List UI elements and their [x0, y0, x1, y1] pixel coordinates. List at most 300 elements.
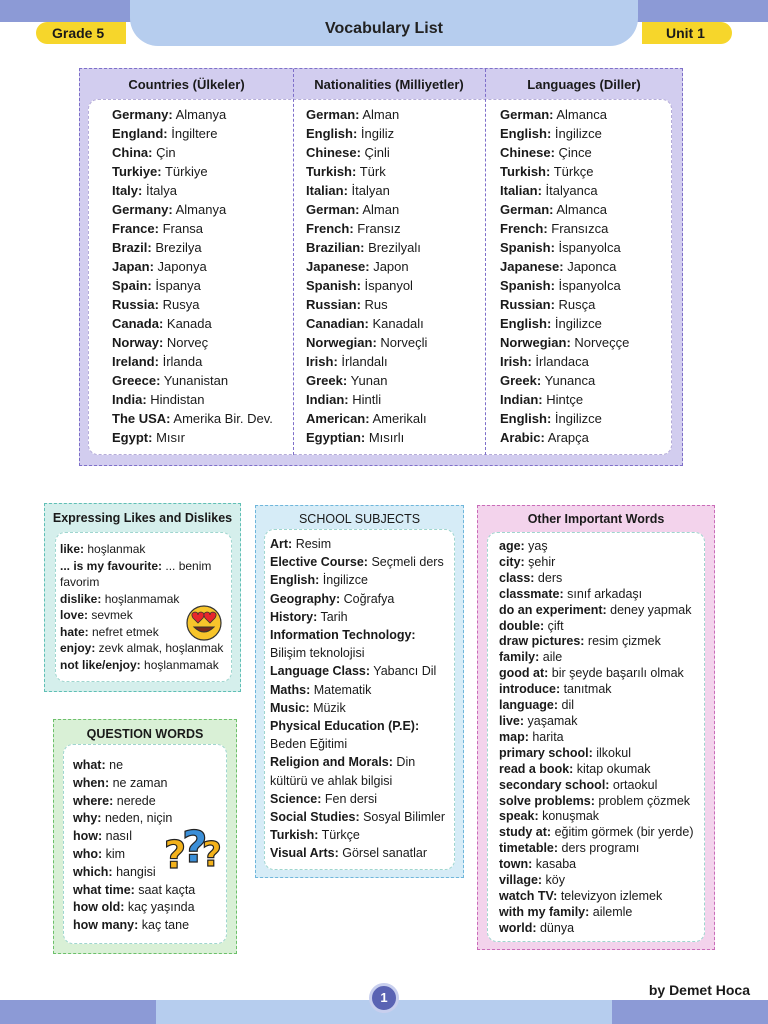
vocab-meaning: Yunanistan — [160, 373, 229, 388]
vocab-entry — [270, 590, 445, 608]
vocab-term: Italian: — [306, 183, 348, 198]
vocab-entry — [500, 314, 629, 333]
svg-text:?: ? — [202, 835, 222, 874]
likes-dislikes-box — [44, 503, 241, 692]
vocab-term: Ireland: — [112, 354, 159, 369]
vocab-term: Physical Education (P.E): — [270, 719, 420, 734]
footer-strip-left — [0, 1000, 156, 1024]
vocab-entry — [270, 753, 445, 771]
vocab-entry — [500, 200, 629, 219]
vocab-entry — [306, 162, 427, 181]
vocab-meaning: Çin — [152, 145, 176, 160]
vocab-term: Turkish: — [306, 164, 357, 179]
vocab-term: Turkish: — [270, 828, 319, 843]
vocab-meaning: Türkiye — [161, 164, 208, 179]
vocab-meaning: İtalyanca — [541, 183, 598, 198]
vocab-entry — [499, 539, 694, 555]
vocab-term: Greece: — [112, 373, 161, 388]
vocab-meaning: Norveç — [163, 335, 209, 350]
vocab-meaning: problem çözmek — [594, 793, 691, 808]
vocab-meaning: Yunan — [347, 373, 388, 388]
vocab-meaning: Brezilya — [151, 240, 202, 255]
vocab-entry — [112, 181, 273, 200]
vocab-term: The USA: — [112, 411, 171, 426]
vocab-meaning: hoşlanmamak — [140, 657, 219, 672]
vocab-entry — [112, 143, 273, 162]
vocab-meaning: Amerika Bir. Dev. — [170, 411, 273, 426]
vocab-entry — [60, 657, 223, 674]
vocab-entry — [60, 541, 223, 558]
vocab-meaning: Fransa — [158, 221, 204, 236]
vocab-meaning: Çince — [554, 145, 592, 160]
vocab-term: French: — [500, 221, 548, 236]
vocab-term: language: — [499, 698, 559, 713]
vocab-entry — [270, 571, 445, 589]
vocab-meaning: kültürü ve ahlak bilgisi — [270, 773, 393, 788]
vocab-term: France: — [112, 221, 159, 236]
vocab-entry — [306, 124, 427, 143]
vocab-term: city: — [499, 554, 525, 569]
vocab-meaning: Japonya — [153, 259, 207, 274]
vocab-entry — [500, 219, 629, 238]
vocab-meaning: Mısırlı — [365, 430, 405, 445]
vocab-term: Art: — [270, 537, 293, 551]
vocab-entry — [500, 276, 629, 295]
vocab-meaning: nerede — [113, 793, 156, 808]
vocab-term: English: — [306, 126, 358, 141]
vocab-entry — [499, 873, 694, 889]
vocab-meaning: Görsel sanatlar — [338, 846, 428, 861]
vocab-meaning: ders programı — [558, 841, 640, 856]
vocab-term: Greek: — [500, 373, 542, 388]
vocab-term: American: — [306, 411, 370, 426]
vocab-entry — [60, 574, 223, 591]
vocab-entry — [500, 371, 629, 390]
vocab-entry — [306, 219, 427, 238]
vocab-meaning: hoşlanmamak — [101, 591, 180, 606]
vocab-entry — [306, 314, 427, 333]
vocab-meaning: tanıtmak — [560, 682, 612, 697]
vocab-term: English: — [500, 316, 552, 331]
vocab-entry — [306, 371, 427, 390]
vocab-term: Japan: — [112, 259, 154, 274]
vocab-meaning: Yunanca — [541, 373, 596, 388]
vocab-entry — [270, 699, 445, 717]
vocab-term: Social Studies: — [270, 810, 360, 825]
vocab-term: enjoy: — [60, 641, 96, 655]
vocab-term: Egypt: — [112, 430, 153, 445]
vocab-entry — [306, 409, 427, 428]
vocab-meaning: Bilişim teknolojisi — [270, 646, 365, 661]
vocab-term: English: — [270, 573, 320, 588]
header-strip-right — [628, 0, 768, 22]
vocab-entry — [112, 105, 273, 124]
vocab-term: Norwegian: — [306, 335, 377, 350]
vocab-entry — [270, 662, 445, 680]
vocab-term: class: — [499, 570, 535, 585]
vocab-entry — [499, 587, 694, 603]
column-divider — [293, 69, 294, 455]
vocab-entry — [270, 735, 445, 753]
vocab-entry — [499, 794, 694, 810]
vocab-meaning: ilkokul — [592, 745, 631, 760]
vocab-entry — [499, 619, 694, 635]
vocab-term: timetable: — [499, 841, 559, 856]
vocab-entry — [499, 746, 694, 762]
vocab-term: hate: — [60, 624, 89, 639]
vocab-meaning: hoşlanmak — [84, 542, 146, 556]
vocab-term: live: — [499, 713, 525, 728]
vocab-term: Chinese: — [306, 145, 361, 160]
vocab-meaning: Türk — [356, 164, 386, 179]
vocab-entry — [499, 809, 694, 825]
vocab-term: Norwegian: — [500, 335, 571, 350]
vocab-entry — [499, 730, 694, 746]
vocab-meaning: İrlandalı — [337, 354, 388, 369]
vocab-meaning: Almanca — [553, 107, 607, 122]
vocab-meaning: deney yapmak — [606, 602, 692, 617]
vocab-meaning: Çinli — [360, 145, 390, 160]
nationalities-list — [306, 105, 427, 447]
vocab-meaning: saat kaçta — [134, 882, 196, 897]
vocab-entry — [306, 143, 427, 162]
vocab-meaning: İngilizce — [319, 573, 368, 588]
vocab-entry — [306, 295, 427, 314]
vocab-term: Geography: — [270, 591, 341, 606]
vocab-entry — [270, 553, 445, 571]
vocab-meaning: dil — [558, 698, 575, 713]
vocab-entry — [73, 882, 195, 900]
vocab-entry — [500, 257, 629, 276]
vocab-term: Brazilian: — [306, 240, 365, 255]
vocab-term: Chinese: — [500, 145, 555, 160]
vocab-entry — [499, 825, 694, 841]
vocabulary-table — [79, 68, 683, 466]
vocab-term: Russia: — [112, 297, 159, 312]
vocab-term: China: — [112, 145, 153, 160]
vocab-term: not like/enjoy: — [60, 657, 141, 672]
vocab-term: introduce: — [499, 682, 561, 697]
vocab-term: Information Technology: — [270, 628, 416, 643]
vocab-entry — [499, 634, 694, 650]
vocab-meaning: Almanca — [553, 202, 607, 217]
vocab-entry — [112, 428, 273, 447]
vocab-term: when: — [73, 775, 110, 790]
vocab-meaning: Almanya — [172, 202, 227, 217]
vocab-entry — [270, 772, 445, 790]
vocab-entry — [500, 143, 629, 162]
vocab-term: Elective Course: — [270, 555, 368, 570]
vocab-term: Spanish: — [500, 240, 555, 255]
vocab-entry — [112, 314, 273, 333]
vocab-meaning: İspanyol — [360, 278, 413, 293]
author-credit: by Demet Hoca — [648, 982, 750, 998]
vocab-meaning: İtalyan — [347, 183, 390, 198]
vocab-meaning: dünya — [536, 920, 575, 935]
vocab-entry — [306, 276, 427, 295]
vocab-term: German: — [500, 107, 554, 122]
vocab-entry — [73, 775, 195, 793]
other-words-box — [477, 505, 715, 950]
vocab-term: what time: — [73, 882, 135, 897]
vocab-term: Norway: — [112, 335, 164, 350]
vocab-meaning: köy — [542, 873, 566, 888]
vocab-entry — [112, 371, 273, 390]
vocab-entry — [306, 181, 427, 200]
vocab-term: who: — [73, 846, 103, 861]
vocab-term: classmate: — [499, 586, 564, 601]
vocab-entry — [499, 762, 694, 778]
vocab-meaning: Fen dersi — [321, 791, 378, 806]
vocab-entry — [73, 917, 195, 935]
vocab-entry — [499, 905, 694, 921]
vocab-entry — [112, 238, 273, 257]
vocab-term: Turkiye: — [112, 164, 162, 179]
vocab-entry — [306, 390, 427, 409]
vocab-term: Language Class: — [270, 664, 371, 679]
vocab-meaning: İngiliz — [357, 126, 395, 141]
vocab-term: love: — [60, 608, 89, 622]
vocab-entry — [499, 682, 694, 698]
header-strip-left — [0, 0, 140, 22]
vocab-term: German: — [306, 202, 360, 217]
vocab-meaning: şehir — [524, 554, 556, 569]
vocab-meaning: Tarih — [317, 609, 348, 624]
vocab-entry — [306, 428, 427, 447]
vocab-meaning: kaç tane — [138, 918, 190, 933]
vocab-entry — [73, 899, 195, 917]
vocab-meaning: Yabancı Dil — [370, 664, 437, 679]
vocab-term: where: — [73, 793, 114, 808]
vocab-term: why: — [73, 811, 102, 826]
vocab-term: Visual Arts: — [270, 846, 339, 861]
vocab-entry — [306, 200, 427, 219]
vocab-term: Turkish: — [500, 164, 551, 179]
vocab-entry — [500, 162, 629, 181]
vocab-term: History: — [270, 609, 318, 624]
vocab-meaning: harita — [528, 729, 564, 744]
vocab-entry — [500, 295, 629, 314]
vocab-meaning: aile — [539, 650, 563, 665]
vocab-meaning: Türkçe — [318, 828, 360, 843]
countries-list — [112, 105, 273, 447]
vocab-meaning: nefret etmek — [88, 624, 159, 639]
vocab-term: Brazil: — [112, 240, 152, 255]
vocab-meaning: Brezilyalı — [364, 240, 421, 255]
vocab-meaning: İtalya — [142, 183, 178, 198]
vocab-entry — [499, 603, 694, 619]
vocab-term: Indian: — [306, 392, 349, 407]
vocab-meaning: Mısır — [152, 430, 185, 445]
school-subjects-title: SCHOOL SUBJECTS — [298, 512, 421, 526]
vocab-meaning: ne zaman — [109, 775, 168, 790]
vocab-term: village: — [499, 873, 543, 888]
vocab-meaning: Din — [392, 755, 416, 770]
vocab-term: Russian: — [500, 297, 555, 312]
vocab-meaning: Matematik — [310, 682, 372, 697]
vocab-meaning: Rus — [360, 297, 388, 312]
nationalities-header: Nationalities (Milliyetler) — [314, 77, 464, 92]
footer-strip-right — [612, 1000, 768, 1024]
vocab-term: French: — [306, 221, 354, 236]
vocab-meaning: İrlandaca — [531, 354, 589, 369]
vocab-meaning: Rusça — [554, 297, 596, 312]
vocab-term: Music: — [270, 700, 310, 715]
vocab-entry — [270, 626, 445, 644]
question-marks-icon — [164, 826, 222, 874]
vocab-term: Germany: — [112, 107, 173, 122]
vocab-meaning: kim — [102, 846, 126, 861]
page-number: 1 — [369, 983, 399, 1013]
vocab-entry — [499, 857, 694, 873]
vocab-term: German: — [306, 107, 360, 122]
vocab-entry — [112, 276, 273, 295]
vocab-term: England: — [112, 126, 168, 141]
vocab-meaning: ders — [534, 570, 563, 585]
vocab-meaning: zevk almak, hoşlanmak — [95, 641, 224, 655]
vocab-entry — [270, 717, 445, 735]
vocab-entry — [500, 124, 629, 143]
vocab-meaning: Seçmeli ders — [367, 555, 444, 570]
vocab-meaning: Alman — [359, 107, 400, 122]
svg-text:?: ? — [182, 826, 208, 873]
vocab-term: Canadian: — [306, 316, 369, 331]
vocab-entry — [73, 757, 195, 775]
vocab-meaning: Kanadalı — [368, 316, 424, 331]
vocab-meaning: İrlanda — [158, 354, 203, 369]
vocab-meaning: kaç yaşında — [124, 900, 195, 915]
column-divider — [485, 69, 486, 455]
vocab-meaning: sınıf arkadaşı — [563, 586, 643, 601]
vocab-entry — [270, 644, 445, 662]
vocab-meaning: İspanyolca — [554, 240, 621, 255]
vocab-entry — [112, 390, 273, 409]
vocab-term: secondary school: — [499, 777, 610, 792]
languages-header: Languages (Diller) — [527, 77, 641, 92]
vocab-meaning: favorim — [60, 575, 100, 589]
vocab-entry — [499, 889, 694, 905]
vocab-meaning: ailemle — [589, 904, 633, 919]
vocab-term: ... is my favourite: — [60, 558, 163, 573]
vocab-meaning: İngilizce — [551, 126, 602, 141]
vocab-meaning: ... benim — [162, 558, 212, 573]
vocab-term: Japanese: — [306, 259, 370, 274]
vocab-term: watch TV: — [499, 888, 558, 903]
vocab-entry — [112, 409, 273, 428]
vocab-entry — [500, 428, 629, 447]
school-subjects-box — [255, 505, 464, 878]
vocab-term: Japanese: — [500, 259, 564, 274]
vocab-entry — [500, 181, 629, 200]
vocab-term: Italian: — [500, 183, 542, 198]
vocab-term: India: — [112, 392, 147, 407]
vocab-term: Irish: — [500, 354, 532, 369]
vocab-entry — [500, 390, 629, 409]
vocab-meaning: Almanya — [172, 107, 227, 122]
vocab-entry — [499, 778, 694, 794]
vocab-meaning: Hintçe — [542, 392, 584, 407]
vocab-term: what: — [73, 758, 106, 772]
vocab-meaning: Alman — [359, 202, 400, 217]
vocab-entry — [499, 841, 694, 857]
vocab-entry — [112, 200, 273, 219]
vocab-term: Arabic: — [500, 430, 545, 445]
vocab-term: family: — [499, 650, 540, 665]
vocab-meaning: Fransızca — [547, 221, 609, 236]
vocab-entry — [112, 162, 273, 181]
vocab-meaning: bir şeyde başarılı olmak — [548, 666, 684, 681]
vocab-term: double: — [499, 618, 545, 633]
vocab-entry — [270, 826, 445, 844]
vocab-entry — [500, 409, 629, 428]
vocab-meaning: neden, niçin — [101, 811, 173, 826]
vocab-term: solve problems: — [499, 793, 595, 808]
vocab-term: dislike: — [60, 591, 102, 606]
vocab-term: with my family: — [499, 904, 590, 919]
vocab-entry — [60, 640, 223, 657]
vocab-term: English: — [500, 411, 552, 426]
vocab-meaning: eğitim görmek (bir yerde) — [551, 825, 694, 840]
vocab-entry — [112, 124, 273, 143]
vocab-meaning: İngiltere — [167, 126, 218, 141]
vocab-term: Spanish: — [500, 278, 555, 293]
vocab-entry — [60, 558, 223, 575]
vocab-entry — [499, 571, 694, 587]
vocab-meaning: Norveççe — [570, 335, 630, 350]
vocab-entry — [112, 257, 273, 276]
vocab-meaning: Coğrafya — [340, 591, 395, 606]
page-title: Vocabulary List — [325, 20, 443, 37]
question-words-title: QUESTION WORDS — [86, 727, 204, 741]
vocab-meaning: kasaba — [532, 857, 577, 872]
vocab-meaning: resim çizmek — [584, 634, 661, 649]
vocab-term: good at: — [499, 666, 549, 681]
vocab-term: how many: — [73, 918, 139, 933]
vocab-meaning: yaşamak — [524, 713, 578, 728]
vocab-term: Italy: — [112, 183, 143, 198]
vocab-term: Science: — [270, 791, 322, 806]
vocab-entry — [112, 295, 273, 314]
languages-list — [500, 105, 629, 447]
vocab-entry — [270, 790, 445, 808]
vocab-meaning: çift — [544, 618, 564, 633]
vocab-meaning: ne — [105, 758, 124, 772]
vocab-entry — [270, 844, 445, 862]
vocab-term: Maths: — [270, 682, 311, 697]
vocab-term: Indian: — [500, 392, 543, 407]
vocab-entry — [500, 352, 629, 371]
unit-badge: Unit 1 — [642, 22, 732, 44]
vocab-entry — [499, 698, 694, 714]
vocab-term: speak: — [499, 809, 539, 824]
likes-dislikes-title: Expressing Likes and Dislikes — [52, 511, 233, 525]
vocab-term: world: — [499, 920, 537, 935]
vocab-meaning: Kanada — [163, 316, 212, 331]
vocab-term: age: — [499, 539, 525, 553]
vocab-entry — [270, 535, 445, 553]
vocab-entry — [499, 555, 694, 571]
vocab-entry — [112, 219, 273, 238]
vocab-entry — [306, 257, 427, 276]
vocab-entry — [500, 105, 629, 124]
vocab-term: like: — [60, 542, 85, 556]
vocab-term: Greek: — [306, 373, 348, 388]
vocab-entry — [499, 714, 694, 730]
vocab-entry — [500, 238, 629, 257]
vocab-entry — [270, 808, 445, 826]
vocab-meaning: yaş — [524, 539, 548, 553]
vocab-term: German: — [500, 202, 554, 217]
